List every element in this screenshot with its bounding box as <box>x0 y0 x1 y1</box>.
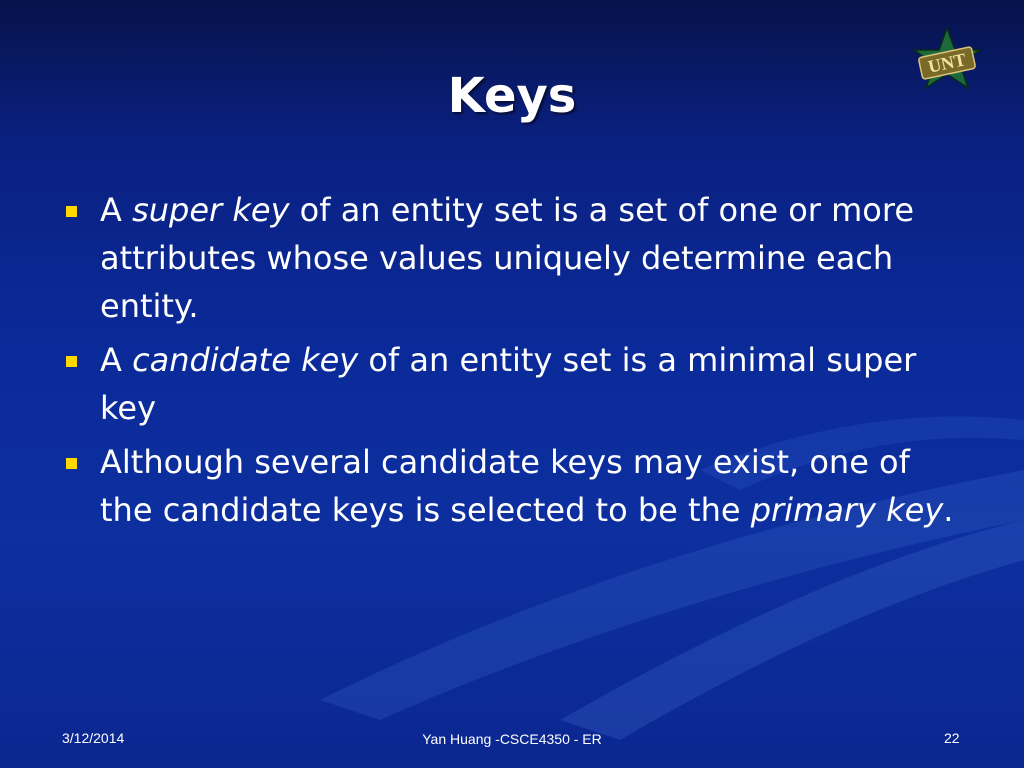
bullet-text: of an entity set is a set of one or more attributes whose values uniquely determine each entity. <box>100 191 915 325</box>
logo-lettering: UNT <box>926 49 968 77</box>
bullet-text: of an entity set is a minimal super key <box>100 341 917 427</box>
bullet-term: super key <box>132 191 290 229</box>
slide-title: Keys <box>447 68 577 124</box>
bullet-item <box>60 438 960 534</box>
bullet-marker-icon <box>66 356 77 367</box>
bullet-term: primary key <box>750 491 944 529</box>
page-number: 22 <box>944 730 960 746</box>
bullet-text: Although several candidate keys may exist, one of the candidate keys is selected to be the <box>100 443 910 529</box>
bullet-item <box>60 336 960 432</box>
bullet-marker-icon <box>66 458 77 469</box>
bullet-text: A <box>100 341 133 379</box>
bullet-term: candidate key <box>132 341 359 379</box>
unt-logo <box>908 26 986 96</box>
footer-title: Yan Huang -CSCE4350 - ER <box>422 731 602 747</box>
bullet-text: . <box>943 491 954 529</box>
bullet-text: A <box>100 191 133 229</box>
footer-date: 3/12/2014 <box>62 730 125 746</box>
bullet-list <box>60 186 960 540</box>
bullet-item <box>60 186 960 330</box>
bullet-marker-icon <box>66 206 77 217</box>
